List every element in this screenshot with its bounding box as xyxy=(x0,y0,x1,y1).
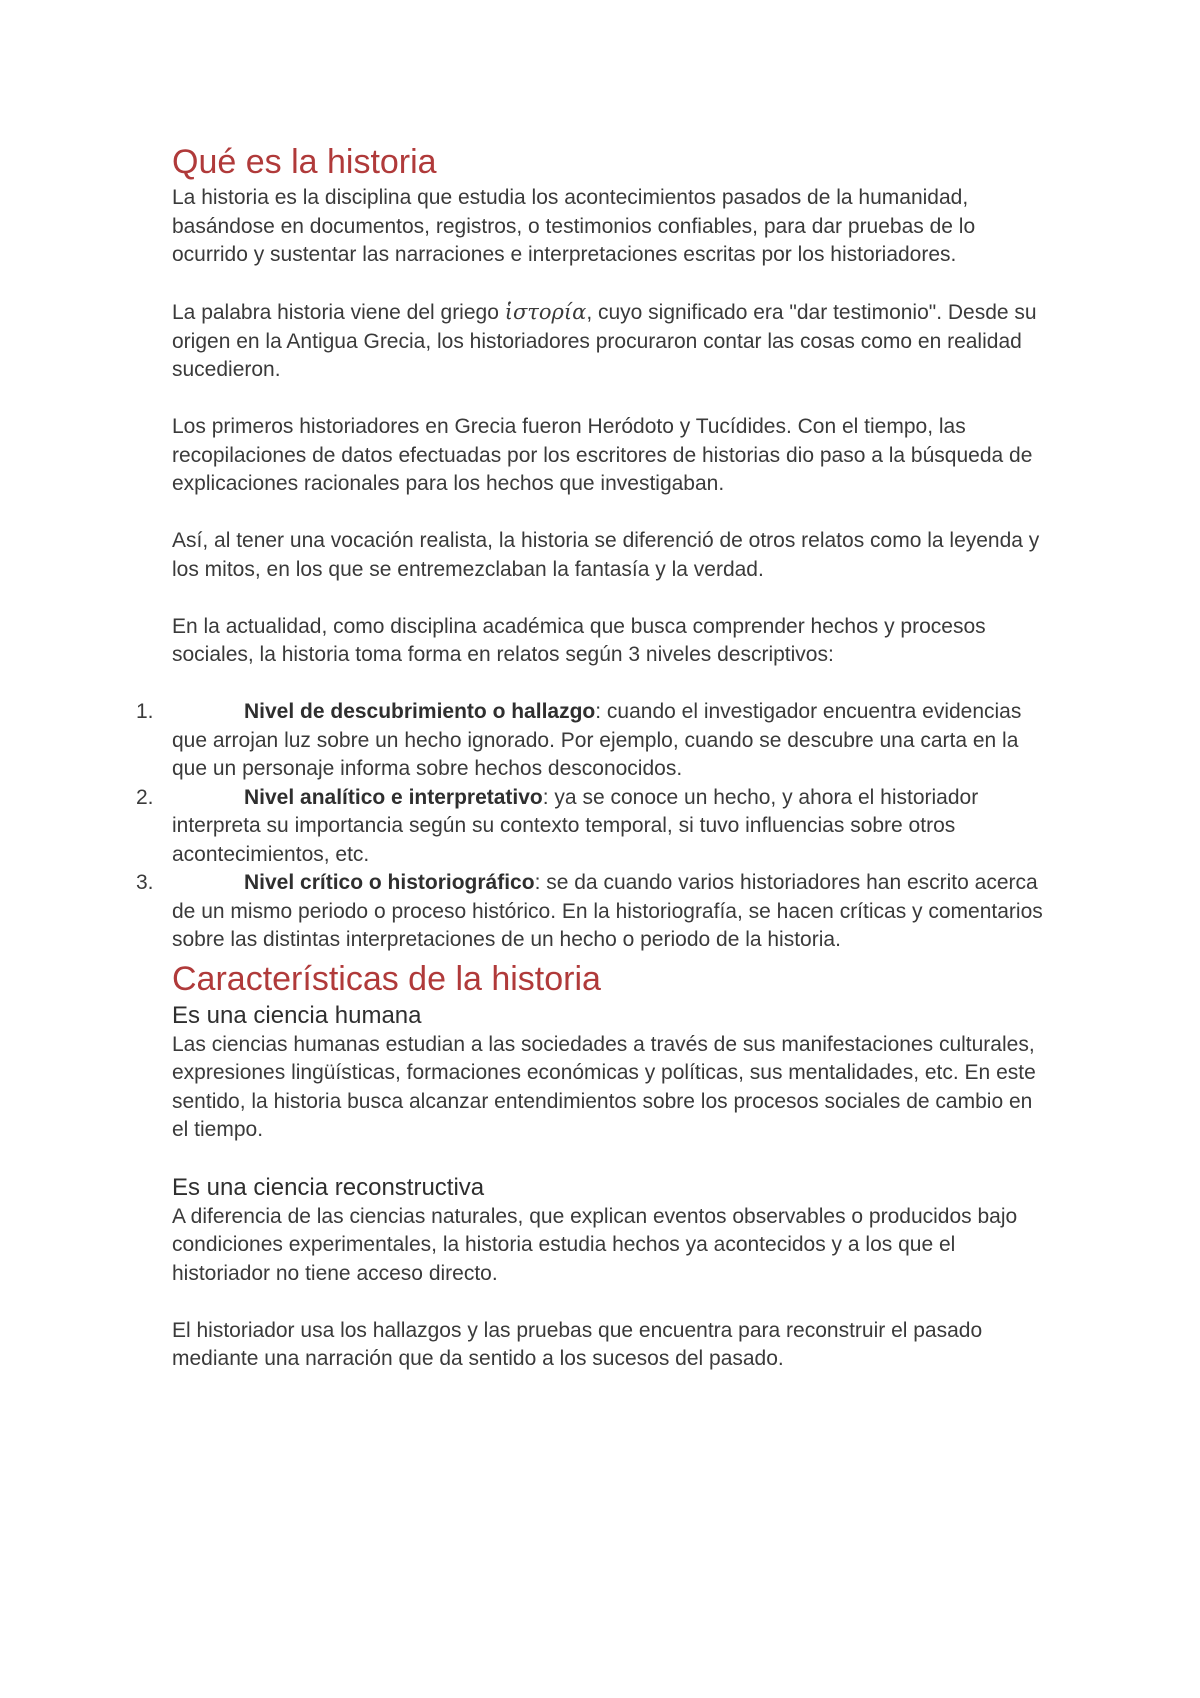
list-item-level-1 xyxy=(136,698,1052,784)
level-description: : ya se conoce un hecho, y ahora el historiador interpreta su importancia según su contexto temporal, si tuvo influencias sobre otros acontecimientos, etc. xyxy=(172,785,979,866)
paragraph-definition: La historia es la disciplina que estudia los acontecimientos pasados de la humanidad, basándose en documentos, registros, o testimonios confiables, para dar pruebas de lo ocurrido y sustentar las narraciones e interpretaciones escritas por los historiadores. xyxy=(172,186,976,266)
etymology-text-after: , cuyo significado era "dar testimonio". Desde su origen en la Antigua Grecia, los historiadores procuraron contar las cosas como en realidad sucedieron. xyxy=(172,301,1037,381)
level-term: Nivel crítico o historiográfico xyxy=(244,871,535,894)
heading-caracteristicas: Características de la historia xyxy=(172,959,601,998)
level-term: Nivel de descubrimiento o hallazgo xyxy=(244,700,596,723)
list-number: 1. xyxy=(136,700,154,723)
list-item-level-2 xyxy=(136,784,1052,870)
paragraph-realist-vocation: Así, al tener una vocación realista, la historia se diferenció de otros relatos como la leyenda y los mitos, en los que se entremezclaban la fantasía y la verdad. xyxy=(172,529,1040,581)
levels-list xyxy=(136,698,1052,955)
paragraph-current-discipline: En la actualidad, como disciplina académica que busca comprender hechos y procesos sociales, la historia toma forma en relatos según 3 niveles descriptivos: xyxy=(172,614,986,666)
list-number: 2. xyxy=(136,785,154,809)
level-description: : se da cuando varios historiadores han escrito acerca de un mismo periodo o proceso histórico. En la historiografía, se hacen críticas y comentarios sobre las distintas interpretaciones de un hecho o periodo de la historia. xyxy=(172,871,1043,951)
heading-que-es-la-historia: Qué es la historia xyxy=(172,143,437,181)
list-number: 3. xyxy=(136,871,154,894)
subheading-ciencia-humana: Es una ciencia humana xyxy=(172,1001,422,1029)
level-description: : cuando el investigador encuentra evidencias que arrojan luz sobre un hecho ignorado. Por ejemplo, cuando se descubre una carta en la que un personaje informa sobre hechos desconocidos. xyxy=(172,700,1022,780)
paragraph-historiador-reconstruye: El historiador usa los hallazgos y las pruebas que encuentra para reconstruir el pasado mediante una narración que da sentido a los sucesos del pasado. xyxy=(172,1318,983,1370)
subheading-ciencia-reconstructiva: Es una ciencia reconstructiva xyxy=(172,1173,485,1201)
etymology-text-before: La palabra historia viene del griego xyxy=(172,301,505,324)
greek-word: ἱστορία xyxy=(504,300,587,324)
level-term: Nivel analítico e interpretativo xyxy=(244,785,543,809)
paragraph-ciencias-humanas: Las ciencias humanas estudian a las sociedades a través de sus manifestaciones culturales, expresiones lingüísticas, formaciones económicas y políticas, sus mentalidades, etc. En este sentido, la historia busca alcanzar entendimientos sobre los procesos sociales de cambio en el tiempo. xyxy=(172,1032,1036,1141)
paragraph-ciencias-naturales: A diferencia de las ciencias naturales, que explican eventos observables o producidos bajo condiciones experimentales, la historia estudia hechos ya acontecidos y a los que el historiador no tiene acceso directo. xyxy=(172,1204,1018,1285)
document-page xyxy=(136,140,1052,1374)
paragraph-first-historians: Los primeros historiadores en Grecia fueron Heródoto y Tucídides. Con el tiempo, las recopilaciones de datos efectuadas por los escritores de historias dio paso a la búsqueda de explicaciones racionales para los hechos que investigaban. xyxy=(172,415,1033,495)
paragraph-etymology xyxy=(172,298,1052,385)
list-item-level-3 xyxy=(136,869,1052,955)
